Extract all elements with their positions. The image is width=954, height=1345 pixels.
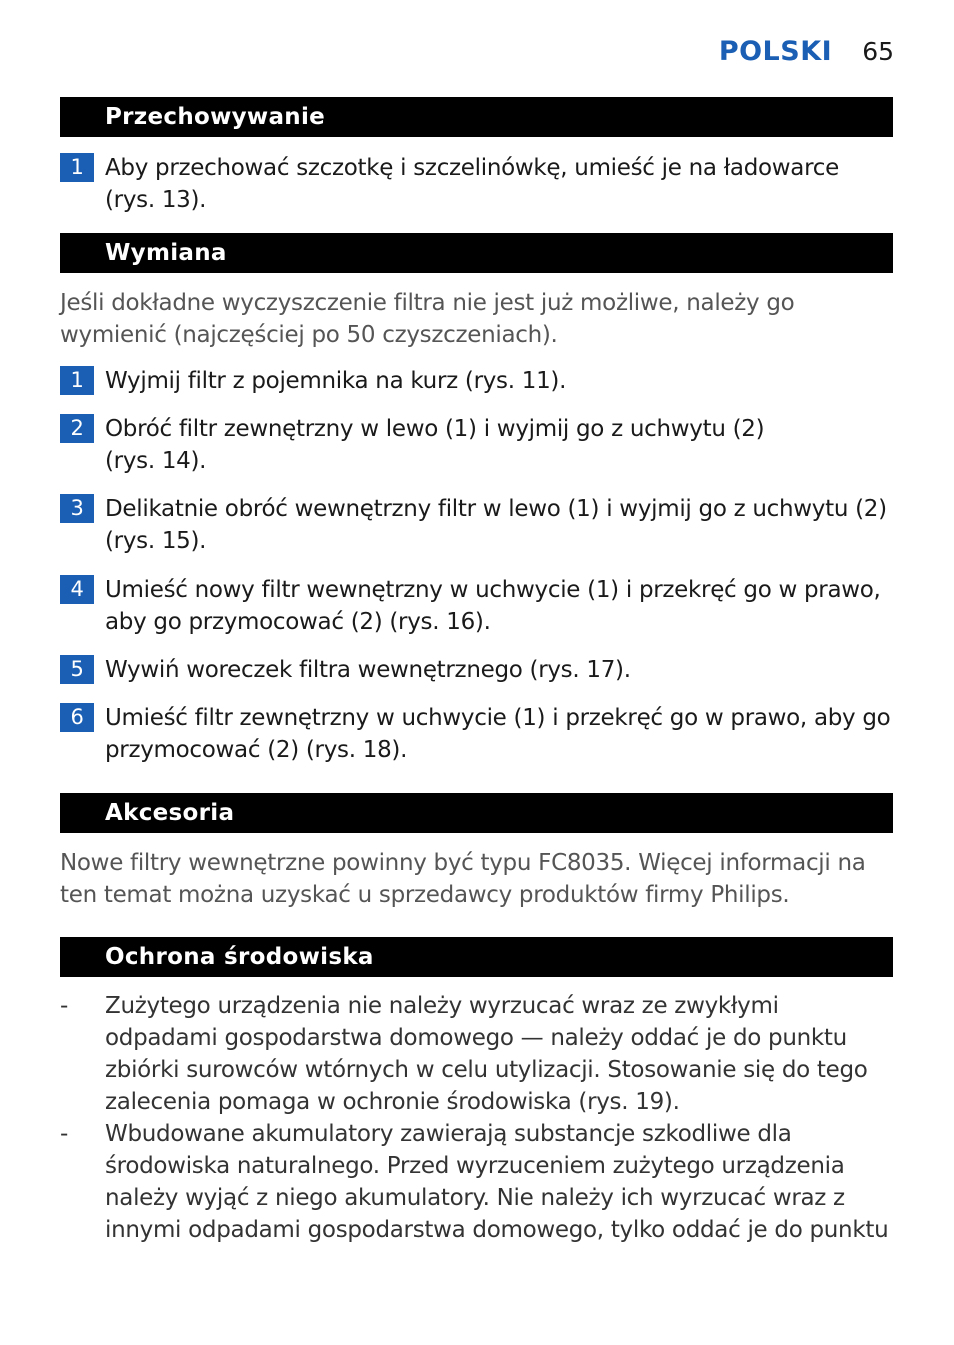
step-text: Obróć filtr zewnętrzny w lewo (1) i wyjmij go z uchwytu (2) (rys. 14). <box>105 416 765 474</box>
bullet-text: Zużytego urządzenia nie należy wyrzucać wraz ze zwykłymi odpadami gospodarstwa domowego — należy oddać je do punktu zbiórki surowców wtórnych w celu utylizacji. Stosowanie się do tego zalecenia pomaga w ochronie środowiska (rys. 19). <box>105 993 868 1115</box>
step-text: Umieść nowy filtr wewnętrzny w uchwycie (1) i przekręć go w prawo, aby go przymocować (2) (rys. 16). <box>105 577 881 635</box>
bullet-dash: - <box>60 1121 68 1147</box>
step-item <box>60 365 893 397</box>
step-item <box>60 702 893 766</box>
page-content <box>60 97 893 1246</box>
page-number: 65 <box>862 37 894 66</box>
step-text: Delikatnie obróć wewnętrzny filtr w lewo (1) i wyjmij go z uchwytu (2) (rys. 15). <box>105 496 887 554</box>
step-text: Wywiń woreczek filtra wewnętrznego (rys. 17). <box>105 657 631 683</box>
section-title: Ochrona środowiska <box>105 944 374 970</box>
list-item <box>60 1118 893 1246</box>
step-number: 1 <box>60 153 94 182</box>
language-label: POLSKI <box>718 36 833 67</box>
step-text: Aby przechować szczotkę i szczelinówkę, umieść je na ładowarce (rys. 13). <box>105 155 839 213</box>
bullet-text: Wbudowane akumulatory zawierają substancje szkodliwe dla środowiska naturalnego. Przed wyrzuceniem zużytego urządzenia należy wyjąć z niego akumulatory. Nie należy ich wyrzucać wraz z innymi odpadami gospodarstwa domowego, tylko oddać je do punktu <box>105 1121 889 1243</box>
step-number: 6 <box>60 703 94 732</box>
section-heading-storage <box>60 97 893 137</box>
step-text: Umieść filtr zewnętrzny w uchwycie (1) i przekręć go w prawo, aby go przymocować (2) (rys. 18). <box>105 705 891 763</box>
step-number: 3 <box>60 494 94 523</box>
replacement-intro: Jeśli dokładne wyczyszczenie filtra nie jest już możliwe, należy go wymienić (najczęściej po 50 czyszczeniach). <box>60 290 795 348</box>
bullet-dash: - <box>60 993 68 1019</box>
step-number: 1 <box>60 366 94 395</box>
section-heading-accessories <box>60 793 893 833</box>
step-number: 5 <box>60 655 94 684</box>
section-title: Wymiana <box>105 240 227 266</box>
list-item <box>60 990 893 1118</box>
accessories-text: Nowe filtry wewnętrzne powinny być typu FC8035. Więcej informacji na ten temat można uzyskać u sprzedawcy produktów firmy Philips. <box>60 850 866 908</box>
section-heading-environment <box>60 937 893 977</box>
section-title: Akcesoria <box>105 800 235 826</box>
step-item <box>60 574 893 638</box>
section-heading-replacement <box>60 233 893 273</box>
step-item <box>60 493 893 557</box>
step-number: 4 <box>60 575 94 604</box>
page-header <box>719 36 894 67</box>
section-title: Przechowywanie <box>105 104 326 130</box>
step-text: Wyjmij filtr z pojemnika na kurz (rys. 11). <box>105 368 567 394</box>
step-item <box>60 654 893 686</box>
step-item <box>60 413 893 477</box>
step-number: 2 <box>60 414 94 443</box>
step-item <box>60 152 893 216</box>
